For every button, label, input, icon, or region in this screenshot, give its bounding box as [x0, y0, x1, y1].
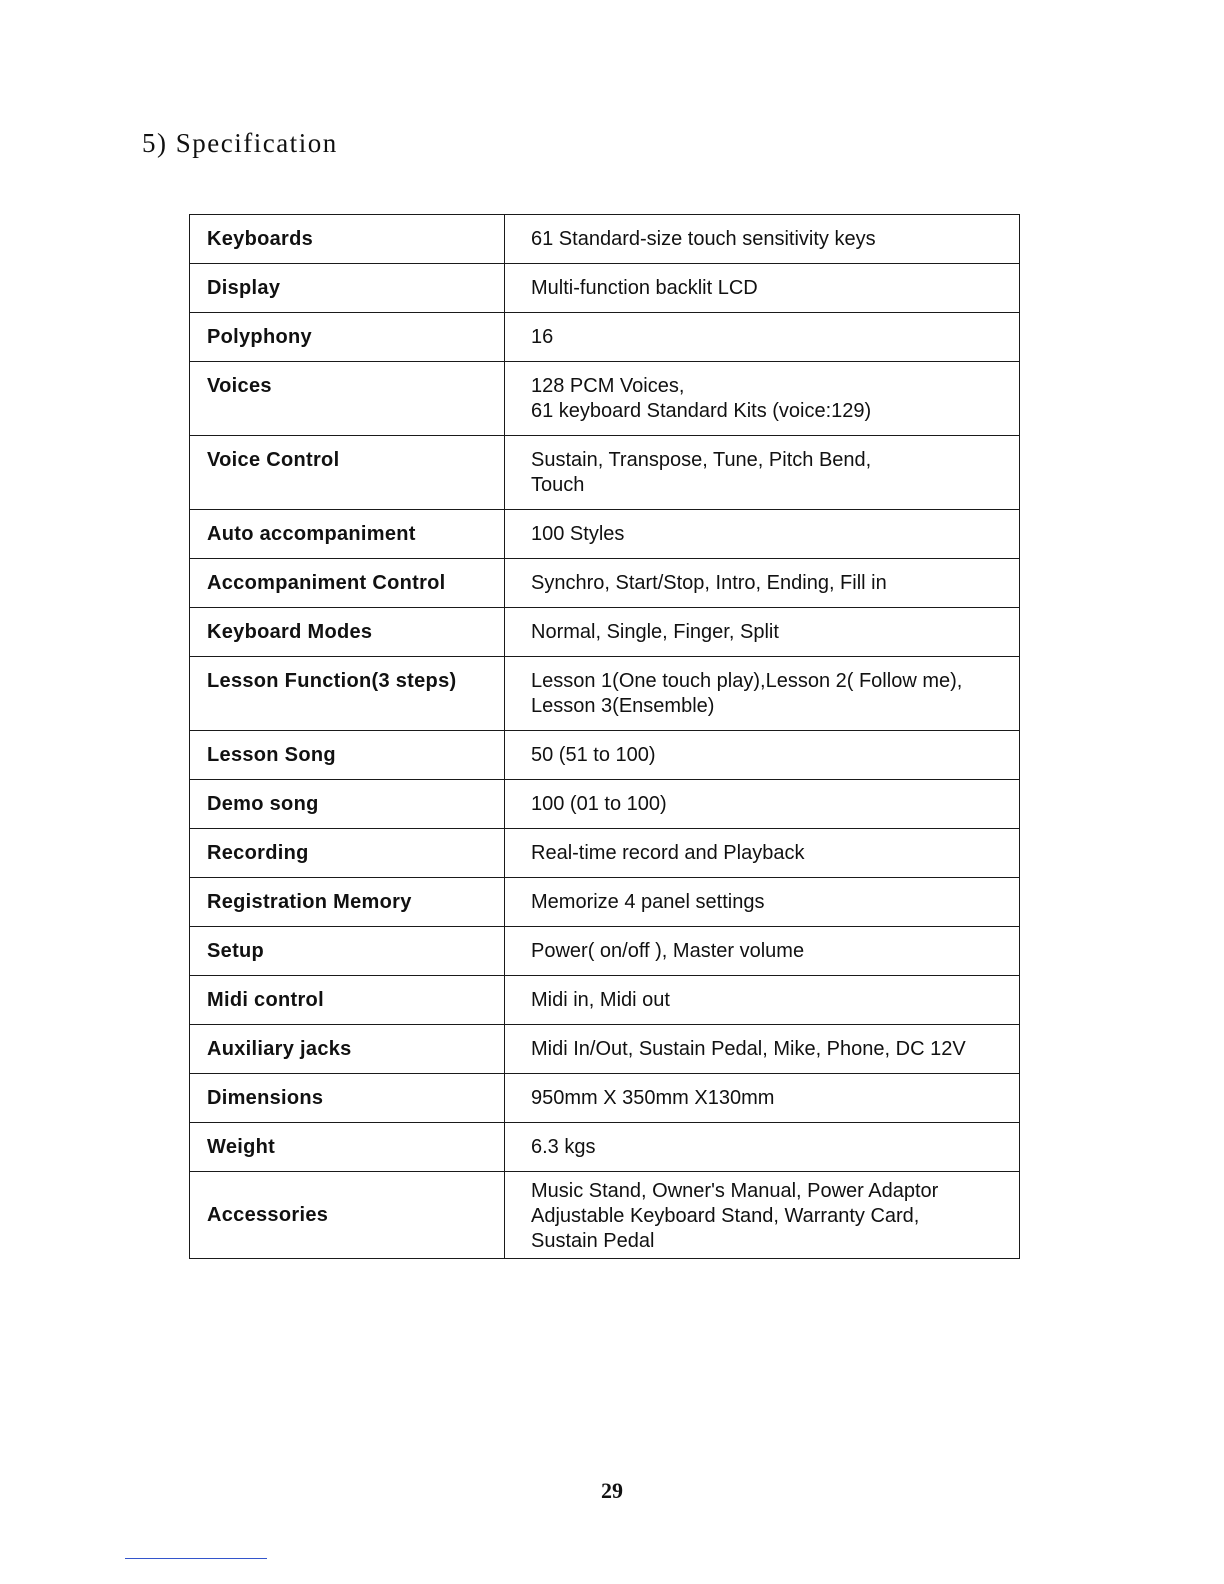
- spec-label: Voices: [190, 362, 505, 436]
- spec-value: Midi in, Midi out: [505, 976, 1020, 1025]
- section-title: 5) Specification: [142, 128, 338, 158]
- specification-table: [189, 214, 1020, 1259]
- spec-row-weight: [190, 1123, 1020, 1172]
- spec-row-display: [190, 264, 1020, 313]
- spec-value: 6.3 kgs: [505, 1123, 1020, 1172]
- spec-value: Sustain, Transpose, Tune, Pitch Bend, Touch: [505, 436, 1020, 510]
- page-number: 29: [601, 1478, 623, 1503]
- spec-value: Memorize 4 panel settings: [505, 878, 1020, 927]
- spec-label: Keyboard Modes: [190, 608, 505, 657]
- spec-value: Normal, Single, Finger, Split: [505, 608, 1020, 657]
- spec-value: Lesson 1(One touch play),Lesson 2( Follow me), Lesson 3(Ensemble): [505, 657, 1020, 731]
- spec-value: Synchro, Start/Stop, Intro, Ending, Fill in: [505, 559, 1020, 608]
- spec-label: Dimensions: [190, 1074, 505, 1123]
- spec-label: Registration Memory: [190, 878, 505, 927]
- spec-value: Power( on/off ), Master volume: [505, 927, 1020, 976]
- spec-row-recording: [190, 829, 1020, 878]
- spec-label: Lesson Function(3 steps): [190, 657, 505, 731]
- spec-value: Music Stand, Owner's Manual, Power Adaptor Adjustable Keyboard Stand, Warranty Card, Sustain Pedal: [505, 1172, 1020, 1259]
- spec-label: Accessories: [190, 1172, 505, 1259]
- spec-row-demo-song: [190, 780, 1020, 829]
- spec-value: 100 (01 to 100): [505, 780, 1020, 829]
- spec-label: Lesson Song: [190, 731, 505, 780]
- spec-label: Auxiliary jacks: [190, 1025, 505, 1074]
- spec-label: Polyphony: [190, 313, 505, 362]
- spec-label: Weight: [190, 1123, 505, 1172]
- spec-row-lesson-function: [190, 657, 1020, 731]
- spec-value: Midi In/Out, Sustain Pedal, Mike, Phone, DC 12V: [505, 1025, 1020, 1074]
- spec-row-voices: [190, 362, 1020, 436]
- spec-row-voice-control: [190, 436, 1020, 510]
- spec-value: 50 (51 to 100): [505, 731, 1020, 780]
- spec-row-accompaniment-control: [190, 559, 1020, 608]
- spec-value: 61 Standard-size touch sensitivity keys: [505, 215, 1020, 264]
- spec-label: Accompaniment Control: [190, 559, 505, 608]
- spec-label: Auto accompaniment: [190, 510, 505, 559]
- spec-row-dimensions: [190, 1074, 1020, 1123]
- spec-row-polyphony: [190, 313, 1020, 362]
- spec-value: 950mm X 350mm X130mm: [505, 1074, 1020, 1123]
- spec-row-auto-accompaniment: [190, 510, 1020, 559]
- spec-row-keyboard-modes: [190, 608, 1020, 657]
- spec-row-midi-control: [190, 976, 1020, 1025]
- spec-label: Voice Control: [190, 436, 505, 510]
- spec-label: Setup: [190, 927, 505, 976]
- footnote-rule: [125, 1558, 267, 1559]
- spec-value: Multi-function backlit LCD: [505, 264, 1020, 313]
- spec-value: 128 PCM Voices, 61 keyboard Standard Kits (voice:129): [505, 362, 1020, 436]
- spec-row-registration-memory: [190, 878, 1020, 927]
- spec-row-auxiliary-jacks: [190, 1025, 1020, 1074]
- spec-value: 100 Styles: [505, 510, 1020, 559]
- spec-value: Real-time record and Playback: [505, 829, 1020, 878]
- spec-label: Display: [190, 264, 505, 313]
- spec-label: Midi control: [190, 976, 505, 1025]
- spec-row-accessories: [190, 1172, 1020, 1259]
- spec-value: 16: [505, 313, 1020, 362]
- spec-label: Keyboards: [190, 215, 505, 264]
- spec-row-setup: [190, 927, 1020, 976]
- spec-row-keyboards: [190, 215, 1020, 264]
- spec-label: Demo song: [190, 780, 505, 829]
- spec-row-lesson-song: [190, 731, 1020, 780]
- spec-label: Recording: [190, 829, 505, 878]
